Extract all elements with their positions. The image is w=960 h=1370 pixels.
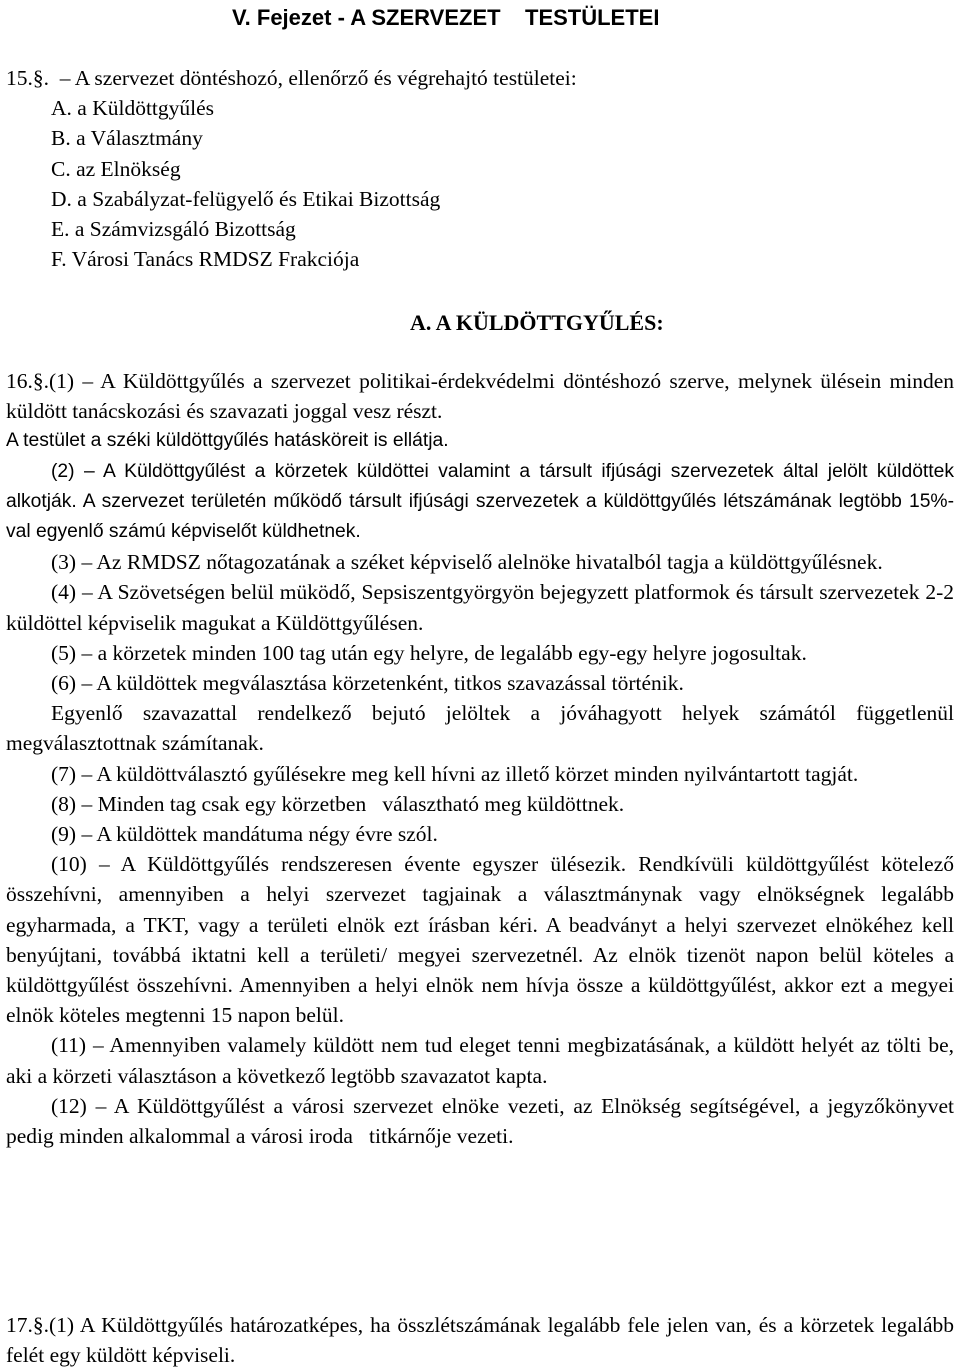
paragraph-16-10: (10) – A Küldöttgyűlés rendszeresen évente egyszer ülésezik. Rendkívüli küldöttgyűlést kötelező összehívni, amennyiben a helyi szervezet tagjainak a választmánynak vagy elnökségnek legalább egyharmada, a TKT, vagy a területi elnök ezt írásban kéri. A beadványt a helyi szervezet elnökéhez kell benyújtani, továbbá iktatni kell a területi/ megyei szervezetnél. Az elnök tizenöt napon belül köteles a küldöttgyűlést összehívni. Amennyiben a helyi elnök nem hívja össze a küldöttgyűlést, akkor ezt a megyei elnök köteles megtenni 15 napon belül. xyxy=(6,852,954,1028)
paragraph-16-2: (2) – A Küldöttgyűlést a körzetek küldöttei valamint a társult ifjúsági szervezetek által jelölt küldöttek alkotják. A szervezet területén működő társult ifjúsági szervezetek a küldöttgyűlés létszámának legtöbb 15%-val egyenlő számú képviselőt küldhetnek. xyxy=(6,460,954,543)
list-item: F. Városi Tanács RMDSZ Frakciója xyxy=(51,247,360,272)
list-item: A. a Küldöttgyűlés xyxy=(51,96,215,121)
paragraph-16-1: 16.§.(1) – A Küldöttgyűlés a szervezet politikai-érdekvédelmi döntéshozó szerve, melynek ülésein minden küldött tanácskozási és szavazati joggal vesz részt. xyxy=(6,369,954,424)
subsection-heading: A. A KÜLDÖTTGYŰLÉS: xyxy=(410,310,664,335)
list-item: E. a Számvizsgáló Bizottság xyxy=(51,217,296,242)
list-item: C. az Elnökség xyxy=(51,156,181,181)
list-item: D. a Szabályzat-felügyelő és Etikai Bizottság xyxy=(51,186,441,211)
paragraph-16-3: (3) – Az RMDSZ nőtagozatának a széket képviselő alelnöke hivatalból tagja a küldöttgyűlésnek. xyxy=(51,550,883,575)
paragraph-16-8: (8) – Minden tag csak egy körzetben választható meg küldöttnek. xyxy=(51,791,625,816)
paragraph-16-12: (12) – A Küldöttgyűlést a városi szervezet elnöke vezeti, az Elnökség segítségével, a jegyzőkönyvet pedig minden alkalommal a városi iroda titkárnője vezeti. xyxy=(6,1093,960,1149)
section-15 xyxy=(6,63,954,274)
paragraph-16-11: (11) – Amennyiben valamely küldött nem tud eleget tenni megbizatásának, a küldött helyét az tölti be, aki a körzeti választáson a következő legtöbb szavazatot kapta. xyxy=(6,1033,954,1088)
section-15-heading: 15.§. – A szervezet döntéshozó, ellenőrző és végrehajtó testületei: xyxy=(6,66,577,90)
list-item: B. a Választmány xyxy=(51,126,203,151)
paragraph-16-7: (7) – A küldöttválasztó gyűlésekre meg kell hívni az illető körzet minden nyilvántartott tagját. xyxy=(51,761,859,786)
paragraph-16-6-cont: Egyenlő szavazattal rendelkező bejutó jelöltek a jóváhagyott helyek számától függetlenül megválasztottnak számítanak. xyxy=(6,701,954,756)
paragraph-16-5: (5) – a körzetek minden 100 tag után egy helyre, de legalább egy-egy helyre jogosultak. xyxy=(51,640,807,665)
section-17 xyxy=(6,1310,954,1370)
paragraph-16-9: (9) – A küldöttek mandátuma négy évre szól. xyxy=(51,822,438,847)
chapter-title: V. Fejezet - A SZERVEZET TESTÜLETEI xyxy=(232,5,660,30)
paragraph-17-1: 17.§.(1) A Küldöttgyűlés határozatképes, ha összlétszámának legalább fele jelen van, és a körzetek legalább felét egy küldött képviseli. xyxy=(6,1313,954,1368)
section-16 xyxy=(6,366,960,1151)
paragraph-16-1-cont: A testület a széki küldöttgyűlés hatásköreit is ellátja. xyxy=(6,430,449,452)
paragraph-16-4: (4) – A Szövetségen belül müködő, Sepsiszentgyörgyön bejegyzett platformok és társult szervezetek 2-2 küldöttel képviselik magukat a Küldöttgyűlésen. xyxy=(6,580,954,635)
paragraph-16-6: (6) – A küldöttek megválasztása körzetenként, titkos szavazással történik. xyxy=(51,671,684,696)
